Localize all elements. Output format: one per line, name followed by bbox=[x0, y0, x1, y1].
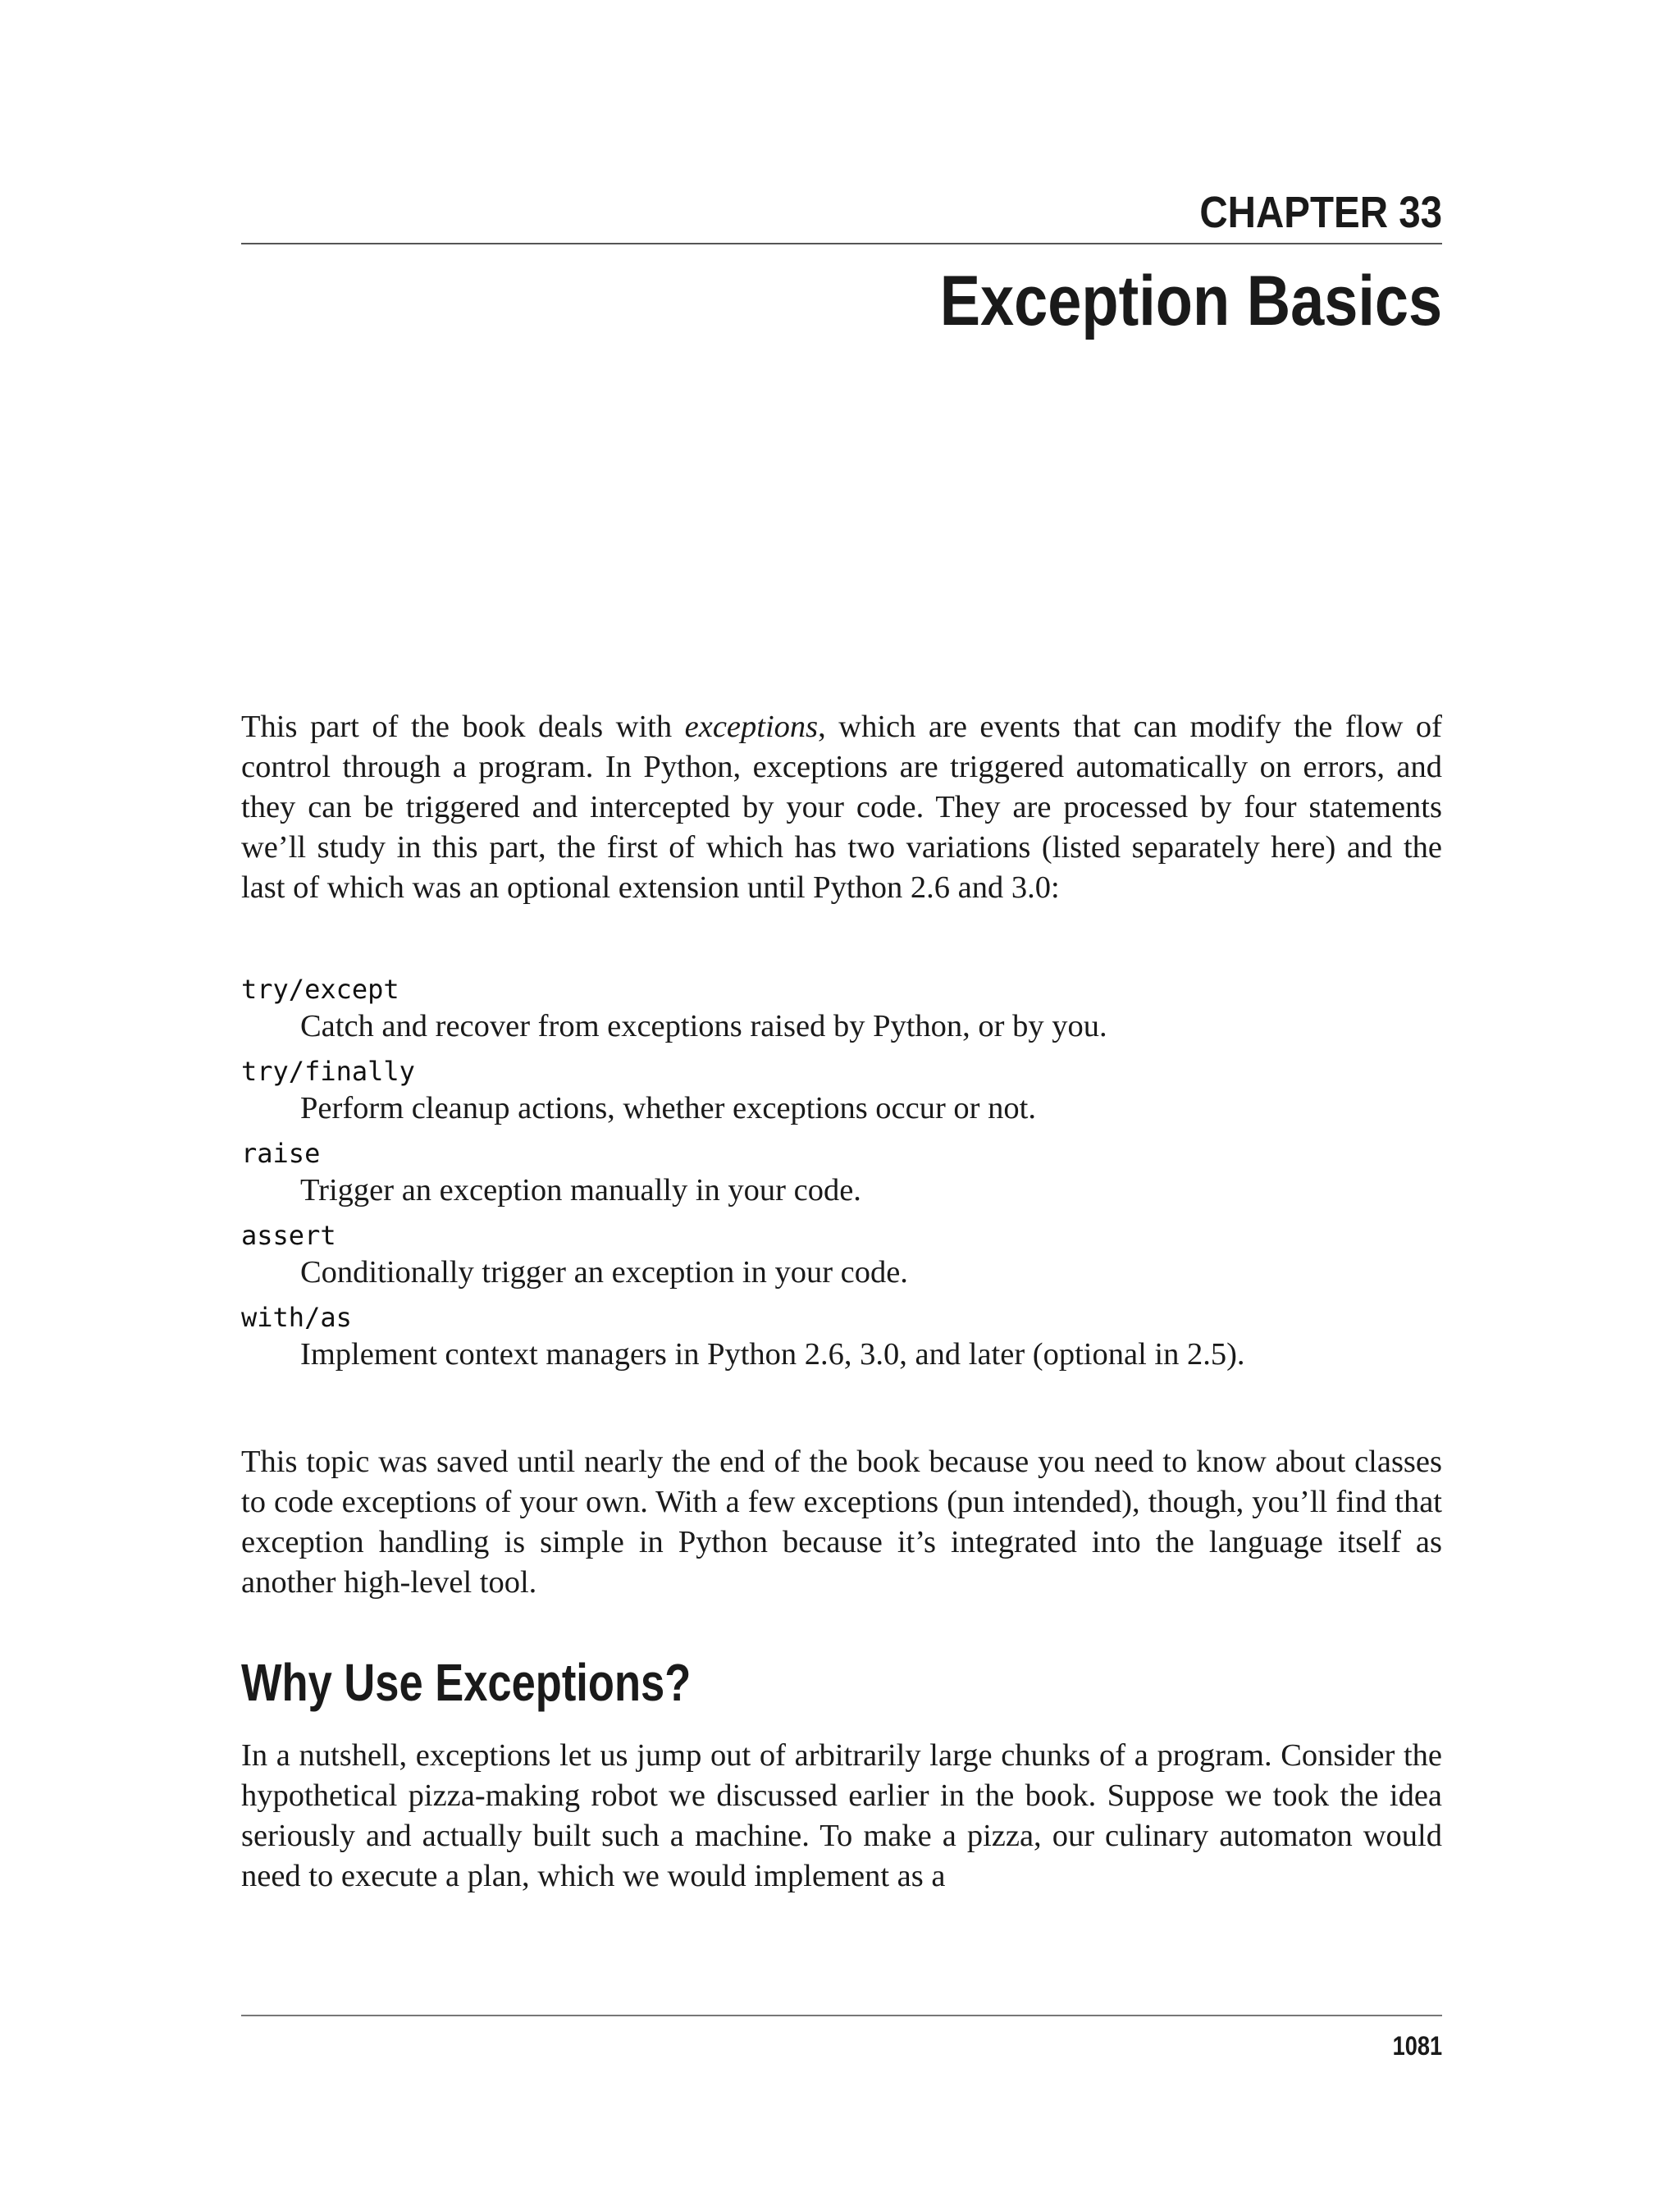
after-list-paragraph: This topic was saved until nearly the end of the book because you need to know about classes to code exceptions of your own. With a few exceptions (pun intended), though, you’ll find that exception handling is simple in Python because it’s integrated into the language itself as another high-level tool. bbox=[241, 1445, 1442, 1600]
statement-list bbox=[241, 973, 1442, 1383]
statement-description: Conditionally trigger an exception in your code. bbox=[300, 1255, 908, 1290]
statement-description: Implement context managers in Python 2.6, 3.0, and later (optional in 2.5). bbox=[300, 1337, 1245, 1372]
statement-description: Catch and recover from exceptions raised by Python, or by you. bbox=[300, 1009, 1107, 1043]
statement-description: Perform cleanup actions, whether exceptions occur or not. bbox=[300, 1091, 1036, 1125]
chapter-title: Exception Basics bbox=[939, 262, 1442, 340]
chapter-label: CHAPTER 33 bbox=[1199, 188, 1442, 237]
statement-term: with/as bbox=[241, 1302, 352, 1333]
intro-paragraph bbox=[241, 707, 1442, 908]
section-paragraph: In a nutshell, exceptions let us jump out of arbitrarily large chunks of a program. Consider the hypothetical pizza-making robot we discussed earlier in the book. Suppose we took the idea seriously and actually built such a machine. To make a pizza, our culinary automaton would need to execute a plan, which we would implement as a bbox=[241, 1738, 1442, 1893]
intro-text-start: This part of the book deals with bbox=[241, 710, 685, 744]
statement-term: raise bbox=[241, 1138, 321, 1169]
footer-divider bbox=[241, 2015, 1442, 2016]
statement-term: assert bbox=[241, 1220, 336, 1251]
intro-emphasis: exceptions bbox=[684, 710, 819, 744]
page-number: 1081 bbox=[1392, 2031, 1442, 2061]
section-heading: Why Use Exceptions? bbox=[241, 1653, 692, 1712]
statement-term: try/finally bbox=[241, 1056, 415, 1087]
statement-description: Trigger an exception manually in your code. bbox=[300, 1173, 861, 1208]
chapter-divider bbox=[241, 243, 1442, 244]
statement-term: try/except bbox=[241, 974, 399, 1005]
intro-text-end: , which are events that can modify the flow of control through a program. In Python, exceptions are triggered automatically on errors, and they can be triggered and intercepted by your code. They are processed by four statements we’ll study in this part, the first of which has two variations (listed separately here) and the last of which was an optional extension until Python 2.6 and 3.0: bbox=[241, 710, 1442, 905]
